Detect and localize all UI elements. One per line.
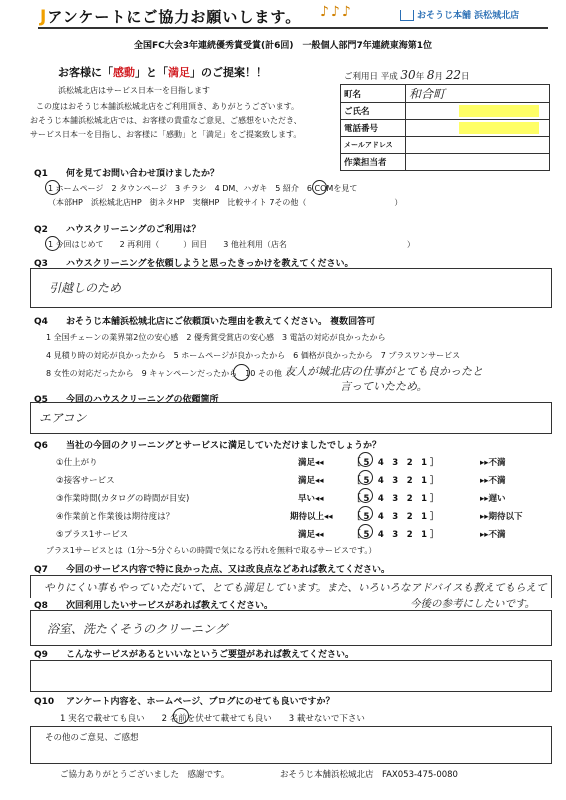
q2-text: ハウスクリーニングのご利用は？ [66,225,201,235]
q7-number: Q7 [34,565,48,575]
date-month: 8 [426,68,435,82]
q6-question [34,438,381,451]
q4-text: おそうじ本舗浜松城北店にご依頼頂いた理由を教えてください。 複数回答可 [66,317,376,327]
q9-answer-box[interactable] [30,660,552,692]
town-field[interactable]: 和合町 [406,85,550,103]
date-day: 22 [445,68,462,82]
footer-shop: おそうじ本舗浜松城北店 FAX053-475-0080 [280,770,458,780]
customer-info-table [340,84,550,171]
q6-circle-row-2 [358,470,373,485]
q6-row-5-label: ⑤プラス1サービス [56,530,129,540]
q7-text: 今回のサービス内容で特に良かった点、又は改良点などあれば教えてください。 [66,565,391,575]
q3-text: ハウスクリーニングを依頼しようと思ったきっかけを教えてください。 [66,259,354,269]
q10-number: Q10 [34,697,55,707]
q6-row-3-scale[interactable]: ［ 5 4 3 2 1 ］ [352,494,439,504]
mail-label: メールアドレス [341,137,406,154]
q1-question [34,166,219,179]
q5-number: Q5 [34,395,48,405]
q9-question [34,647,354,660]
q10-other-box[interactable] [30,726,552,764]
q2-options[interactable]: 1 今回はじめて 2 再利用（ ）回目 3 他社利用（店名 ） [48,240,415,249]
date-label: ご利用日 平成 [344,72,398,82]
date-month-unit: 月 [434,72,444,82]
q6-circle-row-4 [358,506,373,521]
q9-text: こんなサービスがあるといいなというご要望があれば教えてください。 [66,650,355,660]
phone-field[interactable] [406,120,550,137]
q1-circle-1 [45,180,60,195]
intro-line-1: 浜松城北店はサービス日本一を目指します [58,86,210,95]
q6-number: Q6 [34,441,48,451]
proposal-manzoku: 満足 [168,66,190,79]
shop-logo [400,8,519,21]
q6-row-4-left: 期待以上◂◂ [290,512,333,522]
q8-text: 次回利用したいサービスがあれば教えてください。 [66,601,274,611]
footer-thanks: ご協力ありがとうございました 感謝です。 [60,770,230,780]
q3-answer-box[interactable] [30,268,552,308]
intro-line-3: おそうじ本舗浜松城北店では、お客様の貴重なご意見、ご感想をいただき、 [30,116,302,125]
q4-number: Q4 [34,317,48,327]
name-field[interactable] [406,103,550,120]
music-notes-icon: ♪♪♪ [320,4,353,20]
q6-row-2-left: 満足◂◂ [298,476,324,486]
q6-circle-row-3 [358,488,373,503]
q10-circle-2 [173,708,189,724]
q4-question [34,314,375,327]
q1-number: Q1 [34,169,48,179]
q7-answer-2: 今後の参考にしたいです。 [410,598,536,610]
proposal-post: 」のご提案！！ [190,66,267,79]
proposal-mid: 」と「 [135,66,168,79]
name-label: ご氏名 [341,103,406,120]
q8-number: Q8 [34,601,48,611]
date-day-unit: 日 [461,72,470,82]
q2-number: Q2 [34,225,48,235]
q1-circle-5 [312,180,327,195]
proposal-heading [58,64,267,80]
q3-answer: 引越しのため [49,281,122,295]
usage-date [344,68,470,82]
q10-options[interactable]: 1 実名で載せても良い 2 名前を伏せて載せても良い 3 載せないで下さい [60,714,365,724]
q4-circle-10 [233,364,250,381]
title-text: アンケートにご協力お願いします。 [47,8,302,26]
intro-line-2: この度はおそうじ本舗浜松城北店をご利用頂き、ありがとうございます。 [36,102,300,111]
q6-row-5-left: 満足◂◂ [298,530,324,540]
award-line: 全国FC大会3年連続優秀賞受賞(計6回) 一般個人部門7年連続東海第1位 [133,41,433,51]
q6-row-3-label: ③作業時間(カタログの時間が目安) [56,494,190,504]
staff-label: 作業担当者 [341,154,406,171]
q10-other-label: その他のご意見、ご感想 [45,733,139,743]
q4-answer-2: 言っていたため。 [340,380,428,393]
q4-line-1[interactable]: 1 全国チェーンの業界第2位の安心感 2 優秀賞受賞店の安心感 3 電話の対応が良かったから [46,333,386,342]
proposal-kando: 感動 [113,66,135,79]
q6-row-2-label: ②接客サービス [56,476,115,486]
q6-circle-row-1 [358,452,373,467]
house-icon [400,10,414,21]
q1-text: 何を見てお問い合わせ頂けましたか？ [66,169,220,179]
title-underline [38,27,548,29]
q3-number: Q3 [34,259,48,269]
q6-row-1-label: ①仕上がり [56,458,98,468]
q6-row-2-right: ▸▸不満 [480,476,506,486]
q7-question [34,562,390,575]
q6-note: プラス1サービスとは（1分～5分ぐらいの時間で気になる汚れを無料で取るサービスです。） [46,546,377,555]
q4-line-3[interactable]: 8 女性の対応だったから 9 キャンペーンだったから 10 その他（ [46,369,290,378]
q2-circle-1 [45,236,60,251]
q5-answer-box[interactable] [30,402,552,434]
survey-title [40,6,301,27]
q1-options[interactable]: 1 ホームページ 2 タウンページ 3 チラシ 4 DM、ハガキ 5 紹介 6 COMを見て [48,184,358,193]
q6-text: 当社の今回のクリーニングとサービスに満足していただけましたでしょうか？ [66,441,382,451]
q6-row-5-scale[interactable]: ［ 5 4 3 2 1 ］ [352,530,439,540]
q10-question [34,694,335,707]
q6-row-4-scale[interactable]: ［ 5 4 3 2 1 ］ [352,512,439,522]
q9-number: Q9 [34,650,48,660]
q6-row-3-right: ▸▸遅い [480,494,506,504]
title-j-mark: J [40,7,48,27]
q1-options-2[interactable]: （本部HP 浜松城北店HP 街ネタHP 実穣HP 比較サイト 7その他（ ） [48,198,403,207]
redaction-highlight [459,122,539,134]
q8-answer-box[interactable] [30,610,552,646]
date-year-unit: 年 [415,72,425,82]
q2-question [34,222,201,235]
staff-field[interactable] [406,154,550,171]
q4-answer-1: 友人が城北店の仕事がとても良かったと [285,365,483,378]
redaction-highlight [459,105,539,117]
q5-text: 今回のハウスクリーニングの依頼箇所 [66,395,219,405]
q6-row-4-right: ▸▸期待以下 [480,512,523,522]
date-year: 30 [400,68,416,82]
intro-line-4: サービス日本一を目指し、お客様に「感動」と「満足」をご提案致します。 [30,130,302,139]
q10-text: アンケート内容を、ホームページ、ブログにのせても良いですか？ [66,697,335,707]
q5-answer: エアコン [39,411,87,425]
q4-line-2[interactable]: 4 見積り時の対応が良かったから 5 ホームページが良かったから 6 価格が良かったから 7 プラスワンサービス [46,351,461,360]
q8-answer: 浴室、洗たくそうのクリーニング [47,622,227,636]
q6-row-1-left: 満足◂◂ [298,458,324,468]
q6-row-4-label: ④作業前と作業後は期待度は？ [56,512,175,522]
q6-row-5-right: ▸▸不満 [480,530,506,540]
q6-circle-row-5 [358,524,373,539]
phone-label: 電話番号 [341,120,406,137]
logo-text: おそうじ本舗 浜松城北店 [417,11,520,21]
mail-field[interactable] [406,137,550,154]
q6-row-2-scale[interactable]: ［ 5 4 3 2 1 ］ [352,476,439,486]
q7-answer-1: やりにくい事もやっていただいて、とても満足しています。また、いろいろなアドバイスも教えてもらえて [44,582,547,594]
town-label: 町名 [341,85,406,103]
q6-row-1-right: ▸▸不満 [480,458,506,468]
proposal-pre: お客様に「 [58,66,113,79]
q6-row-1-scale[interactable]: ［ 5 4 3 2 1 ］ [352,458,439,468]
q6-row-3-left: 早い◂◂ [298,494,324,504]
